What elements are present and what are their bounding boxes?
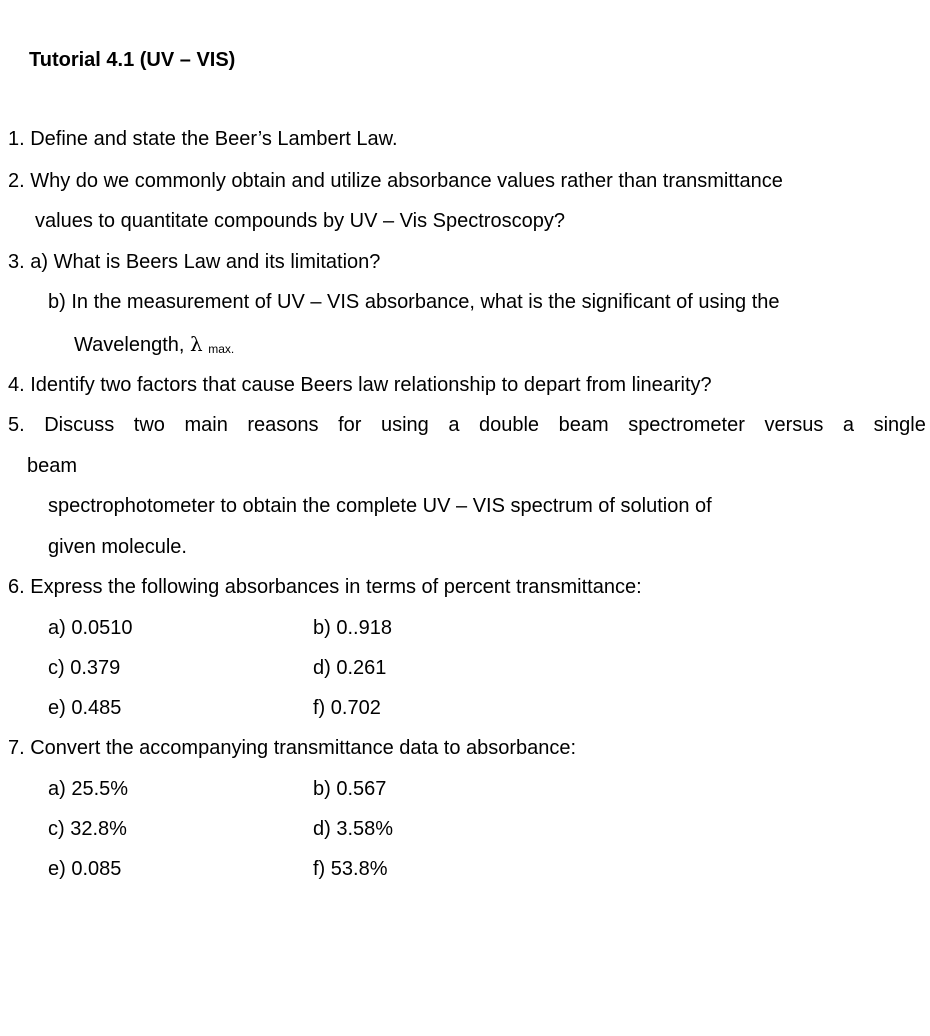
q5-word: using — [380, 414, 429, 436]
question-1: 1. Define and state the Beer’s Lambert Law. — [8, 128, 398, 150]
lambda-symbol: λ — [190, 332, 203, 356]
q5-word: Discuss — [44, 414, 115, 436]
q5-word: for — [338, 414, 362, 436]
q5-word: reasons — [247, 414, 319, 436]
q6-item: c) 0.379 — [48, 657, 121, 679]
question-2-line-2: values to quantitate compounds by UV – Vis Spectroscopy? — [35, 210, 565, 232]
q7-item: e) 0.085 — [48, 858, 122, 880]
q7-item: d) 3.58% — [313, 818, 394, 840]
q5-word: a — [448, 414, 460, 436]
q5-word: a — [842, 414, 855, 436]
q5-word: spectrometer — [628, 414, 745, 436]
question-6-prompt: 6. Express the following absorbances in terms of percent transmittance: — [8, 576, 642, 598]
q5-word: double — [479, 414, 540, 436]
q6-item: d) 0.261 — [313, 657, 387, 679]
q7-item: c) 32.8% — [48, 818, 127, 840]
q5-word: versus — [764, 414, 824, 436]
question-2-line-1: 2. Why do we commonly obtain and utilize absorbance values rather than transmittance — [8, 170, 783, 192]
q5-word: beam — [558, 414, 609, 436]
question-3b-line-1: b) In the measurement of UV – VIS absorbance, what is the significant of using the — [48, 291, 780, 313]
q7-item: a) 25.5% — [48, 778, 129, 800]
q6-item: e) 0.485 — [48, 697, 122, 719]
q5-word: single — [873, 414, 926, 436]
q6-item: a) 0.0510 — [48, 617, 133, 639]
question-5-line-2: beam — [27, 455, 78, 477]
question-3b-prefix: Wavelength, — [74, 334, 190, 356]
question-5-line-3: spectrophotometer to obtain the complete UV – VIS spectrum of solution of — [48, 495, 712, 517]
q5-word: two — [133, 414, 165, 436]
question-7-prompt: 7. Convert the accompanying transmittance data to absorbance: — [8, 737, 577, 759]
question-4: 4. Identify two factors that cause Beers law relationship to depart from linearity? — [8, 374, 712, 396]
question-5-line-1 — [8, 413, 926, 437]
question-5-line-4: given molecule. — [48, 536, 187, 558]
q7-item: b) 0.567 — [313, 778, 387, 800]
lambda-subscript: max. — [208, 342, 235, 356]
q7-item: f) 53.8% — [313, 858, 388, 880]
q6-item: f) 0.702 — [313, 697, 381, 719]
question-3a: 3. a) What is Beers Law and its limitation? — [8, 251, 381, 273]
q5-word: main — [184, 414, 228, 436]
q5-word: 5. — [8, 414, 25, 436]
q6-item: b) 0..918 — [313, 617, 392, 639]
page-title: Tutorial 4.1 (UV – VIS) — [29, 49, 236, 71]
question-3b-line-2 — [74, 332, 234, 361]
